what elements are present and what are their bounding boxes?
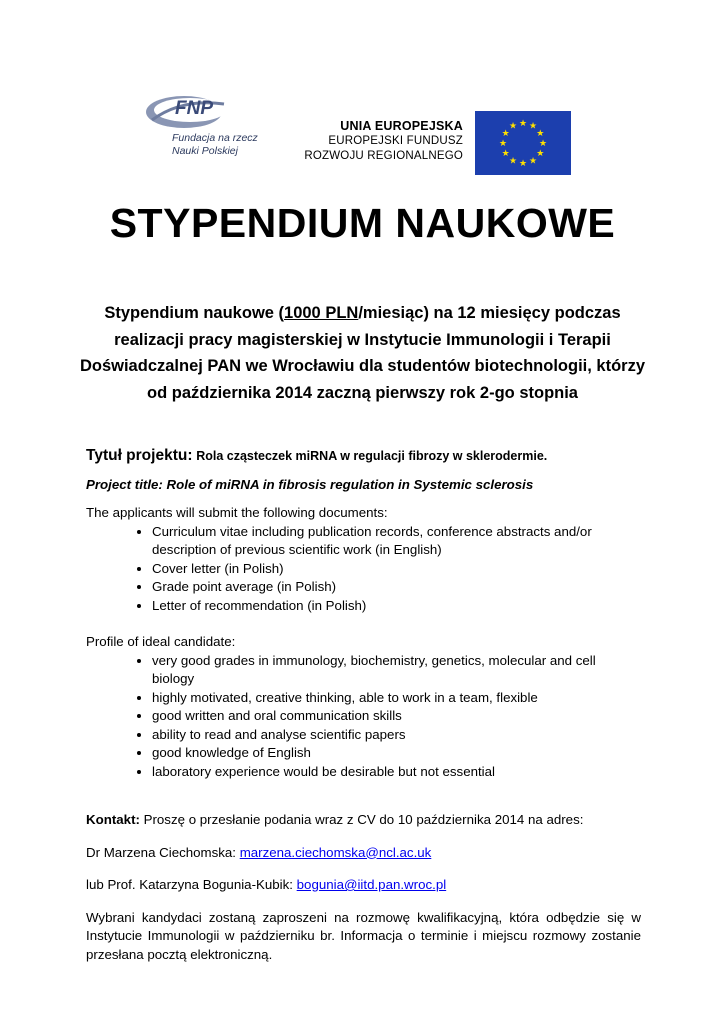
profile-list [86, 652, 641, 782]
project-title-pl-label: Tytuł projektu: [86, 447, 193, 464]
flag-star-icon: ★ [538, 139, 548, 149]
fnp-name-line1: Fundacja na rzecz [172, 132, 258, 144]
project-title-pl-value: Rola cząsteczek miRNA w regulacji fibrozy w sklerodermie. [196, 449, 548, 463]
list-item: • highly motivated, creative thinking, able to work in a team, flexible [152, 689, 641, 708]
eu-line3: ROZWOJU REGIONALNEGO [304, 150, 463, 162]
header-logos [0, 88, 725, 178]
fnp-name [172, 132, 258, 158]
lead-paragraph [70, 300, 655, 406]
person1-name: Dr Marzena Ciechomska: [86, 844, 240, 860]
closing-paragraph: Wybrani kandydaci zostaną zaproszeni na rozmowę kwalifikacyjną, która odbędzie się w Instytucie Immunologii w październiku br. Informacja o terminie i miejscu rozmowy zostanie przesłana pocztą elektroniczną. [86, 909, 641, 962]
eu-line2: EUROPEJSKI FUNDUSZ [328, 135, 463, 147]
documents-list [86, 523, 641, 616]
eu-flag-icon [475, 111, 571, 175]
project-title-en: Project title: Role of miRNA in fibrosis regulation in Systemic sclerosis [86, 476, 534, 492]
eu-fund-text [304, 119, 463, 164]
email-link-2[interactable]: bogunia@iitd.pan.wroc.pl [296, 877, 447, 892]
flag-star-icon: ★ [501, 149, 510, 159]
email-link-1[interactable]: marzena.ciechomska@ncl.ac.uk [239, 844, 432, 860]
fnp-logo [142, 90, 282, 170]
fnp-name-line2: Nauki Polskiej [172, 145, 238, 157]
person2-name: lub Prof. Katarzyna Bogunia-Kubik: [86, 877, 297, 892]
main-content [86, 447, 641, 974]
contact-line [86, 811, 641, 830]
fnp-abbr: FNP [175, 98, 213, 119]
flag-star-icon: ★ [508, 156, 518, 167]
lead-amount: 1000 PLN [284, 304, 359, 322]
flag-star-icon: ★ [528, 156, 538, 167]
contact-person1 [86, 844, 641, 863]
documents-intro: The applicants will submit the following documents: [86, 505, 388, 520]
project-title-pl [86, 447, 641, 466]
list-item: • Letter of recommendation (in Polish) [152, 597, 641, 616]
flag-star-icon: ★ [528, 121, 538, 132]
flag-star-icon: ★ [498, 139, 508, 149]
flag-star-icon: ★ [536, 129, 545, 139]
flag-star-icon: ★ [501, 129, 510, 139]
list-item: • Grade point average (in Polish) [152, 578, 641, 597]
fnp-swoosh-icon [142, 90, 282, 170]
profile-intro: Profile of ideal candidate: [86, 634, 236, 649]
list-item: • ability to read and analyse scientific papers [152, 726, 641, 745]
list-item: • Cover letter (in Polish) [152, 560, 641, 579]
contact-text: Proszę o przesłanie podania wraz z CV do 10 października 2014 na adres: [139, 812, 584, 827]
list-item: • good knowledge of English [152, 744, 641, 763]
contact-label: Kontakt: [86, 812, 140, 827]
contact-person2 [86, 876, 641, 895]
flag-star-icon: ★ [536, 149, 545, 159]
lead-part2: /miesiąc) na 12 miesięcy podczas realizacji pracy magisterskiej w Instytucie Immunologii i Terapii Doświadczalnej PAN we Wrocławiu dla studentów biotechnologii, którzy od października 2014 zaczną pierwszy rok 2-go stopnia [79, 304, 646, 402]
flag-star-icon: ★ [518, 159, 528, 169]
list-item: • good written and oral communication skills [152, 707, 641, 726]
list-item: • laboratory experience would be desirable but not essential [152, 763, 641, 782]
list-item: • Curriculum vitae including publication records, conference abstracts and/or description of previous scientific work (in English) [152, 523, 641, 560]
eu-line1: UNIA EUROPEJSKA [340, 119, 463, 133]
lead-part1: Stypendium naukowe ( [104, 304, 285, 322]
list-item: • very good grades in immunology, biochemistry, genetics, molecular and cell biology [152, 652, 641, 689]
page-title: STYPENDIUM NAUKOWE [109, 200, 616, 246]
flag-star-icon: ★ [508, 121, 518, 132]
flag-star-icon: ★ [518, 119, 528, 129]
